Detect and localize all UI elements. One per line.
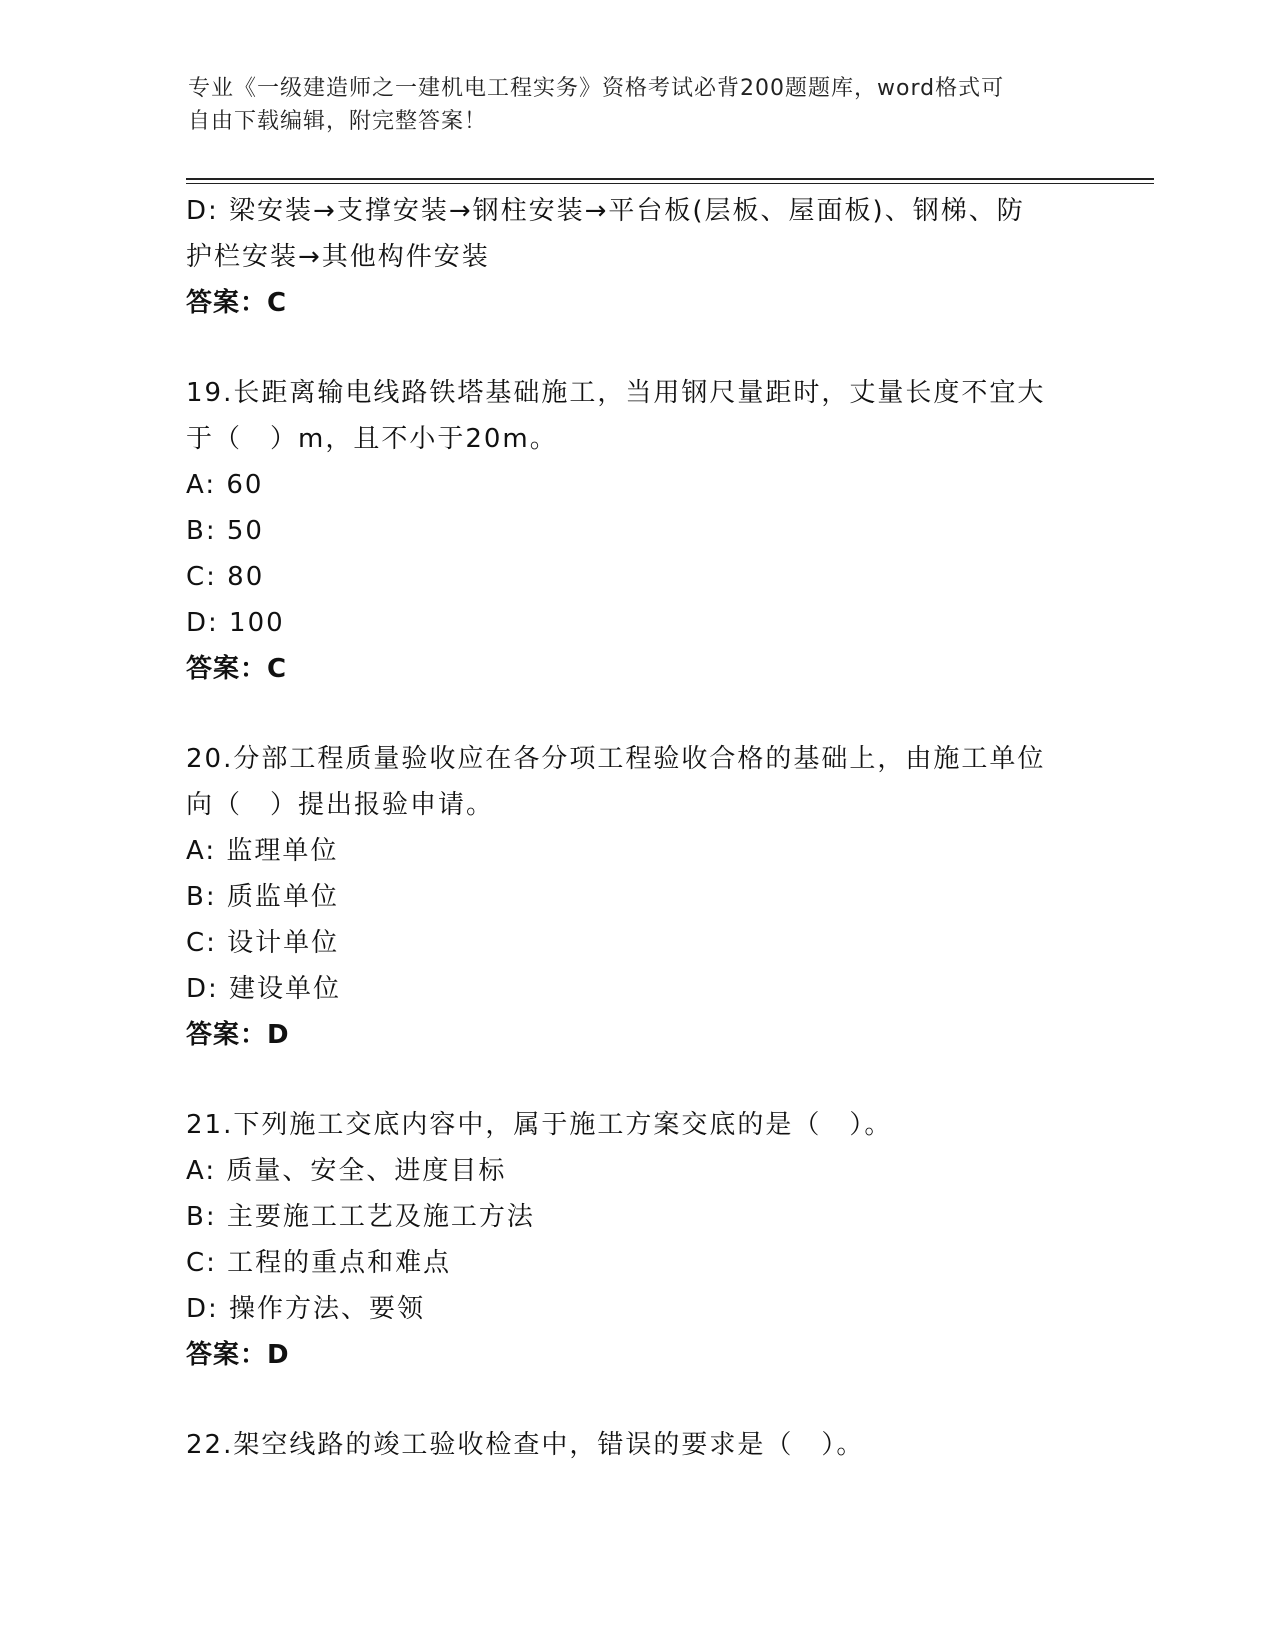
option-c: C: 工程的重点和难点 <box>186 1248 452 1278</box>
answer-line: 答案：C <box>186 288 288 318</box>
option-c: C: 80 <box>186 562 265 592</box>
question-21 <box>186 1102 1086 1378</box>
option-a: A: 质量、安全、进度目标 <box>186 1156 507 1186</box>
option-d: D: 100 <box>186 608 285 638</box>
header-rule-thin <box>186 183 1154 184</box>
option-d-continued: 护栏安装→其他构件安装 <box>186 242 490 272</box>
question-text-continued: 于（ ）m，且不小于20m。 <box>186 424 558 454</box>
option-d: D: 操作方法、要领 <box>186 1294 426 1324</box>
option-b: B: 50 <box>186 516 264 546</box>
option-a: A: 监理单位 <box>186 836 339 866</box>
option-b: B: 主要施工工艺及施工方法 <box>186 1202 535 1232</box>
answer-line: 答案：D <box>186 1020 290 1050</box>
answer-line: 答案：C <box>186 654 288 684</box>
option-d: D: 梁安装→支撑安装→钢柱安装→平台板(层板、屋面板)、钢梯、防 <box>186 196 1025 226</box>
question-text: 22.架空线路的竣工验收检查中，错误的要求是（ ）。 <box>186 1430 865 1460</box>
question-text-continued: 向（ ）提出报验申请。 <box>186 790 495 820</box>
header-line-2: 自由下载编辑，附完整答案！ <box>188 109 488 134</box>
option-b: B: 质监单位 <box>186 882 339 912</box>
option-c: C: 设计单位 <box>186 928 340 958</box>
prev-question-block <box>186 188 1086 326</box>
question-20 <box>186 736 1086 1058</box>
header-line-1: 专业《一级建造师之一建机电工程实务》资格考试必背200题题库，word格式可 <box>188 76 1005 101</box>
option-a: A: 60 <box>186 470 264 500</box>
question-22 <box>186 1422 1086 1468</box>
question-text: 21.下列施工交底内容中，属于施工方案交底的是（ ）。 <box>186 1110 893 1140</box>
question-19 <box>186 370 1086 692</box>
option-d: D: 建设单位 <box>186 974 342 1004</box>
document-header <box>188 72 1068 138</box>
question-text: 20.分部工程质量验收应在各分项工程验收合格的基础上，由施工单位 <box>186 744 1046 774</box>
question-text: 19.长距离输电线路铁塔基础施工，当用钢尺量距时，丈量长度不宜大 <box>186 378 1046 408</box>
answer-line: 答案：D <box>186 1340 290 1370</box>
question-list <box>186 188 1086 1468</box>
header-rule-thick <box>186 178 1154 180</box>
